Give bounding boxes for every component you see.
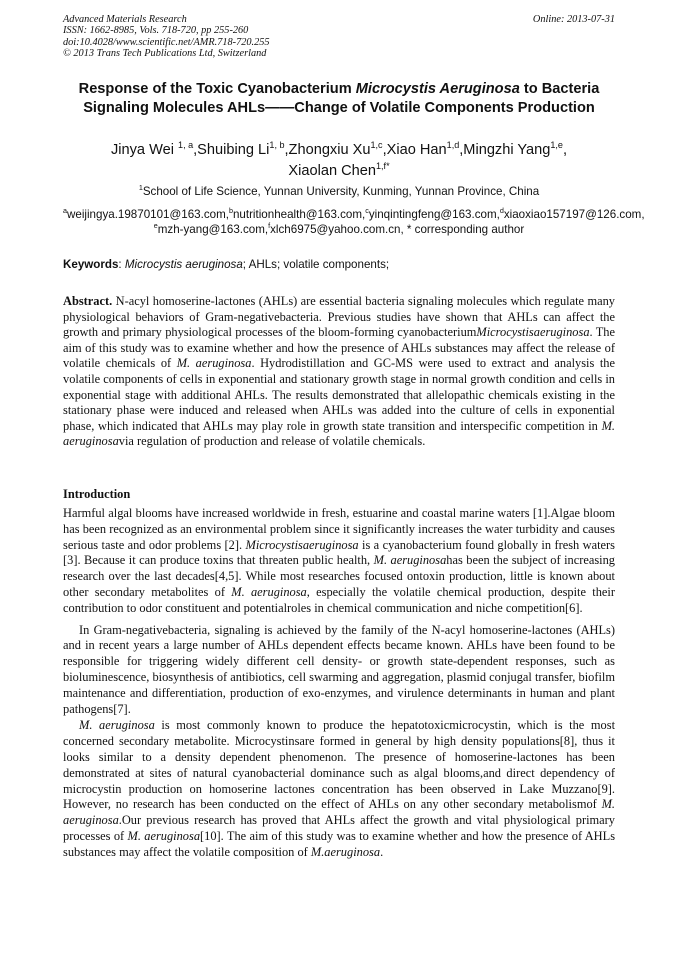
doi-line: doi:10.4028/www.scientific.net/AMR.718-720.255 xyxy=(63,36,270,48)
author-list: Jinya Wei $^{1, a}$,Shuibing Li$^{1, b}$,Zhongxiu Xu$^{1,c}$,Xiao Han$^{1,d}$,Mingzhi Yang$^{1,e}$, Xiaolan Chen$^{1,f*}$ xyxy=(110,140,568,179)
online-date: Online: 2013-07-31 xyxy=(532,14,615,25)
copyright-line: © 2013 Trans Tech Publications Ltd, Switzerland xyxy=(63,48,267,60)
running-header xyxy=(63,14,615,60)
introduction-body xyxy=(63,506,615,867)
paper-title: Response of the Toxic Cyanobacterium Microcystis Aeruginosa to Bacteria Signaling Molecules AHLs——Change of Volatile Components Production xyxy=(78,81,600,116)
paragraph: In Gram-negativebacteria, signaling is achieved by the family of the N-acyl homoserine-lactones (AHLs) and in recent years a large number of AHLs dependent effects became known. AHLs have been found to be responsible for triggering widely different cell density- or growth state-dependent responses, such as bioluminescence, biosynthesis of antibiotics, cell swarming and aggregation, plasmid conjugal transfer, biofilm maintenance and differentiation, production of exo-enzymes, and virulence determinants in human and plant pathogens[7]. xyxy=(63,622,615,716)
abstract-label: Abstract. xyxy=(63,294,113,308)
journal-name: Advanced Materials Research xyxy=(63,14,187,25)
issn-line: ISSN: 1662-8985, Vols. 718-720, pp 255-260 xyxy=(63,25,249,37)
author-emails: $^a$weijingya.19870101@163.com,$^b$nutritionhealth@163.com,$^c$yinqintingfeng@163.com,$^d$xiaoxiao157197@126.com, $^e$mzh-yang@163.com,$^f$xlch6975@yahoo.com.cn, * corresponding author xyxy=(63,206,645,236)
affiliation: $^1$School of Life Science, Yunnan University, Kunming, Yunnan Province, China xyxy=(138,183,540,198)
paragraph: M. aeruginosa is most commonly known to produce the hepatotoxicmicrocystin, which is the most concerned secondary metabolite. Microcystinsare formed in general by high density populations[8], thus it looks similar to a density dependent phenomenon. The presence of homoserine-lactones has been demonstrated at sites of natural cyanobacterial dominance such as algal blooms,and direct dependency of microcystin production on homoserine lactones concentration has been observed in Lake Muzzano[9]. However, no research has been conducted on the effect of AHLs on any other secondary metabolismof M. aeruginosa.Our previous research has proved that AHLs affect the growth and vital physiological primary processes of M. aeruginosa[10]. The aim of this study was to examine whether and how the presence of AHLs substances may affect the volatile composition of M.aeruginosa. xyxy=(63,718,616,859)
keywords: Keywords: Microcystis aeruginosa; AHLs; volatile components; xyxy=(63,258,390,271)
keywords-label: Keywords xyxy=(63,258,119,271)
abstract: Abstract. N-acyl homoserine-lactones (AHLs) are essential bacteria signaling molecules which regulate many physiological behaviors of Gram-negativebacteria. Previous studies have shown that AHLs can affect the growth and primary physiological processes of the bloom-forming cyanobacteriumMicrocystisaeruginosa. The aim of this study was to examine whether and how the presence of AHLs substances may affect the release of volatile chemicals of M. aeruginosa. Hydrodistillation and GC-MS were used to extract and analysis the volatile components of cells in exponential and stationary growth stage in normal growth condition and cells in exponential stage with additional AHLs. The results demonstrated that allelopathic chemicals existing in the stationary phase were induced and released when AHLs was added into the culture of cells in exponential phase, which indicated that AHLs may play role in growth state transition and interspecific competition in M. aeruginosavia regulation of production and release of volatile chemicals. xyxy=(63,294,616,449)
section-heading-introduction: Introduction xyxy=(63,487,131,501)
paragraph: Harmful algal blooms have increased worldwide in fresh, estuarine and coastal marine waters [1].Algae bloom has been recognized as an environmental problem since it significantly increases the water turbidity and causes serious taste and odor problems [2]. Microcystisaeruginosa is a cyanobacterium found globally in fresh waters [3]. Because it can produce toxins that threaten public health, M. aeruginosahas been the subject of increasing research over the last decades[4,5]. While most researches focused ontoxin production, little is known about other secondary metabolites of M. aeruginosa, especially the volatile chemical production, despite their contribution to odor constituent and potentialroles in chemical communication and niche competition[6]. xyxy=(63,506,616,615)
